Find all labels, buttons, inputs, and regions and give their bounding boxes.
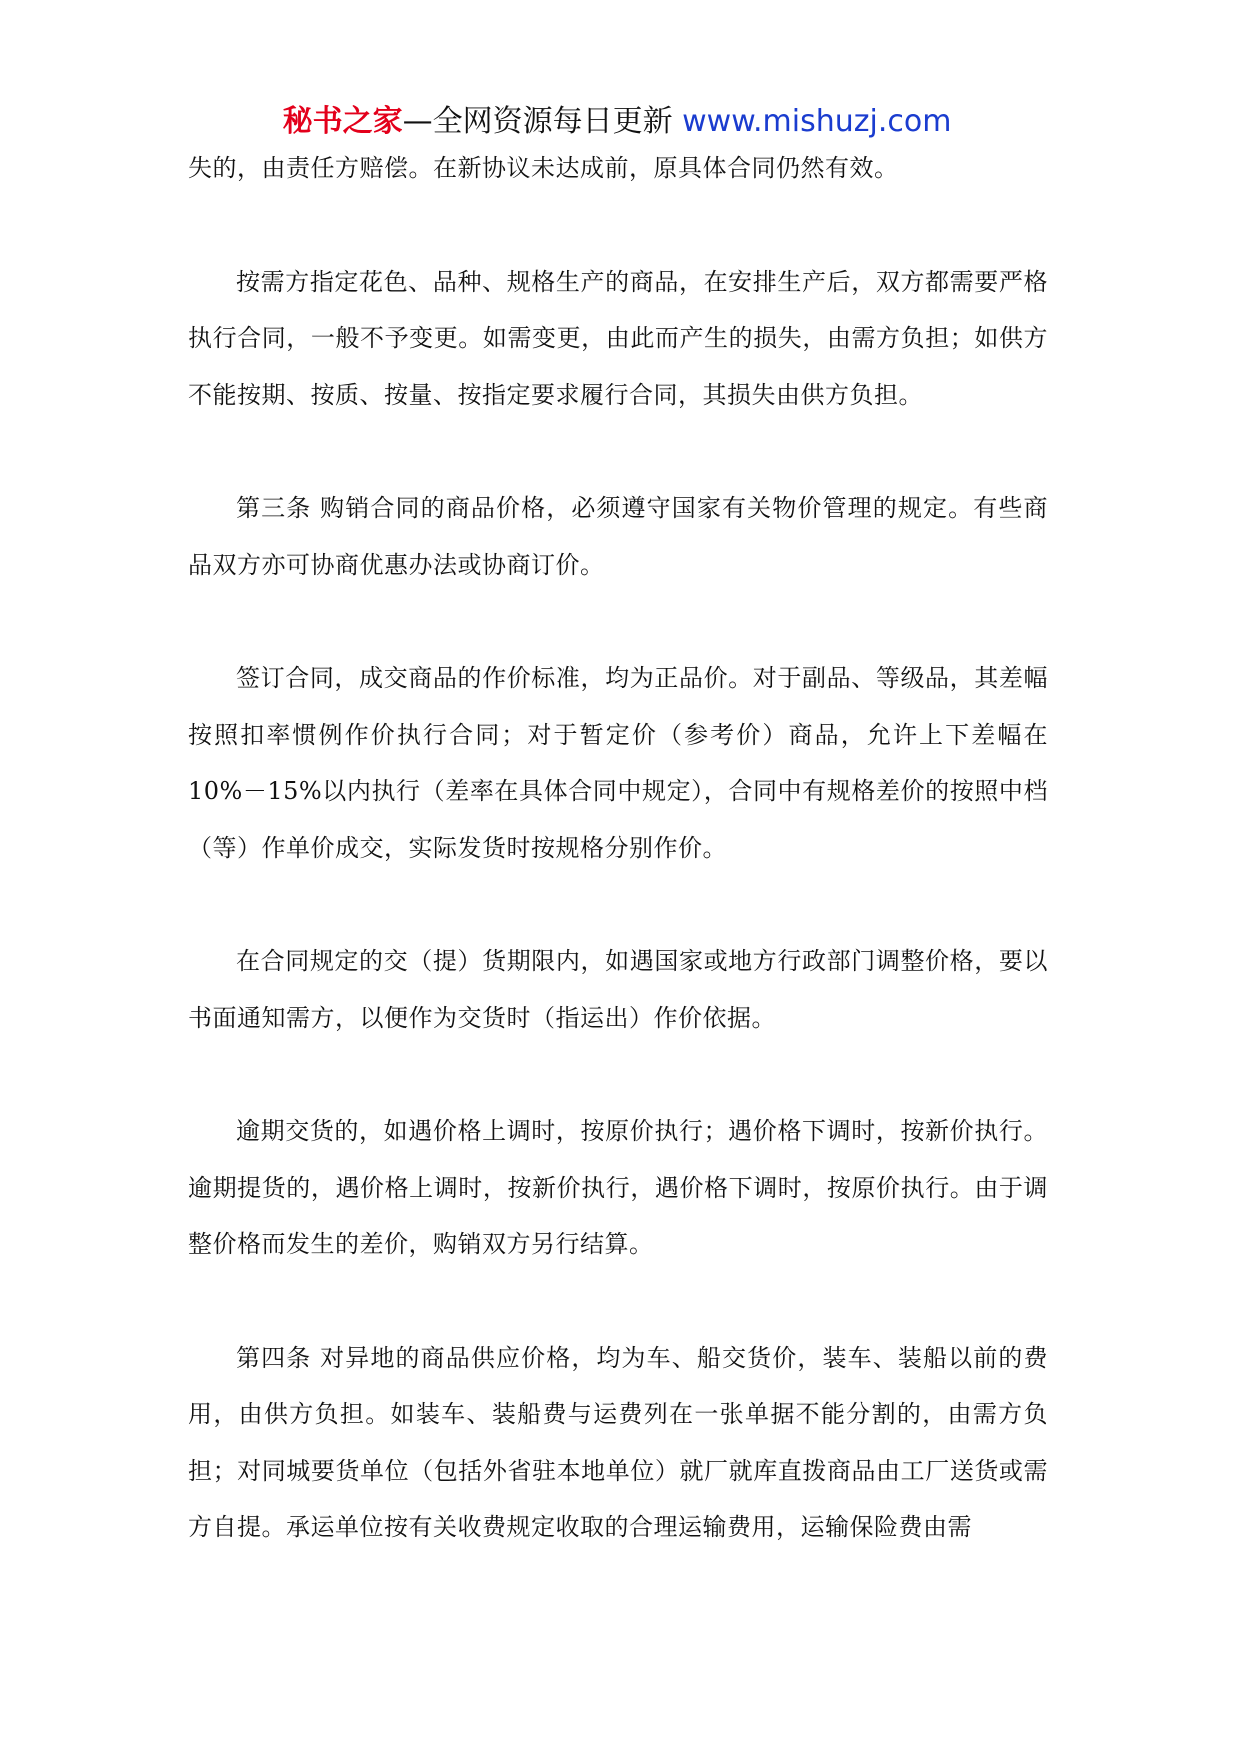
paragraph-gap — [188, 197, 1048, 254]
paragraph-gap — [188, 1273, 1048, 1330]
paragraph-continuation: 失的，由责任方赔偿。在新协议未达成前，原具体合同仍然有效。 — [188, 154, 899, 182]
brand-name: 秘书之家 — [282, 104, 403, 139]
paragraph-custom-production: 按需方指定花色、品种、规格生产的商品，在安排生产后，双方都需要严格执行合同，一般不予变更。如需变更，由此而产生的损失，由需方负担；如供方不能按期、按质、按量、按指定要求履行合同，其损失由供方负担。 — [188, 267, 1048, 409]
paragraph-price-adjustment: 在合同规定的交（提）货期限内，如遇国家或地方行政部门调整价格，要以书面通知需方，以便作为交货时（指运出）作价依据。 — [188, 947, 1048, 1032]
document-body — [188, 140, 1048, 1556]
paragraph-article-3: 第三条 购销合同的商品价格，必须遵守国家有关物价管理的规定。有些商品双方亦可协商优惠办法或协商订价。 — [188, 494, 1048, 579]
paragraph-pricing-standard: 签订合同，成交商品的作价标准，均为正品价。对于副品、等级品，其差幅按照扣率惯例作价执行合同；对于暂定价（参考价）商品，允许上下差幅在10%－15%以内执行（差率在具体合同中规定），合同中有规格差价的按照中档（等）作单价成交，实际发货时按规格分别作价。 — [188, 664, 1048, 862]
page-header — [0, 100, 1234, 144]
paragraph-gap — [188, 1046, 1048, 1103]
paragraph-gap — [188, 423, 1048, 480]
paragraph-overdue-delivery: 逾期交货的，如遇价格上调时，按原价执行；遇价格下调时，按新价执行。逾期提货的，遇价格上调时，按新价执行，遇价格下调时，按原价执行。由于调整价格而发生的差价，购销双方另行结算。 — [188, 1117, 1048, 1258]
paragraph-gap — [188, 876, 1048, 933]
paragraph-article-4: 第四条 对异地的商品供应价格，均为车、船交货价，装车、装船以前的费用，由供方负担。如装车、装船费与运费列在一张单据不能分割的，由需方负担；对同城要货单位（包括外省驻本地单位）就厂就库直拨商品由工厂送货或需方自提。承运单位按有关收费规定收取的合理运输费用，运输保险费由需 — [188, 1343, 1048, 1541]
paragraph-gap — [188, 593, 1048, 650]
header-tagline: —全网资源每日更新 — [402, 104, 673, 139]
header-url-link[interactable]: www.mishuzj.com — [682, 104, 952, 139]
